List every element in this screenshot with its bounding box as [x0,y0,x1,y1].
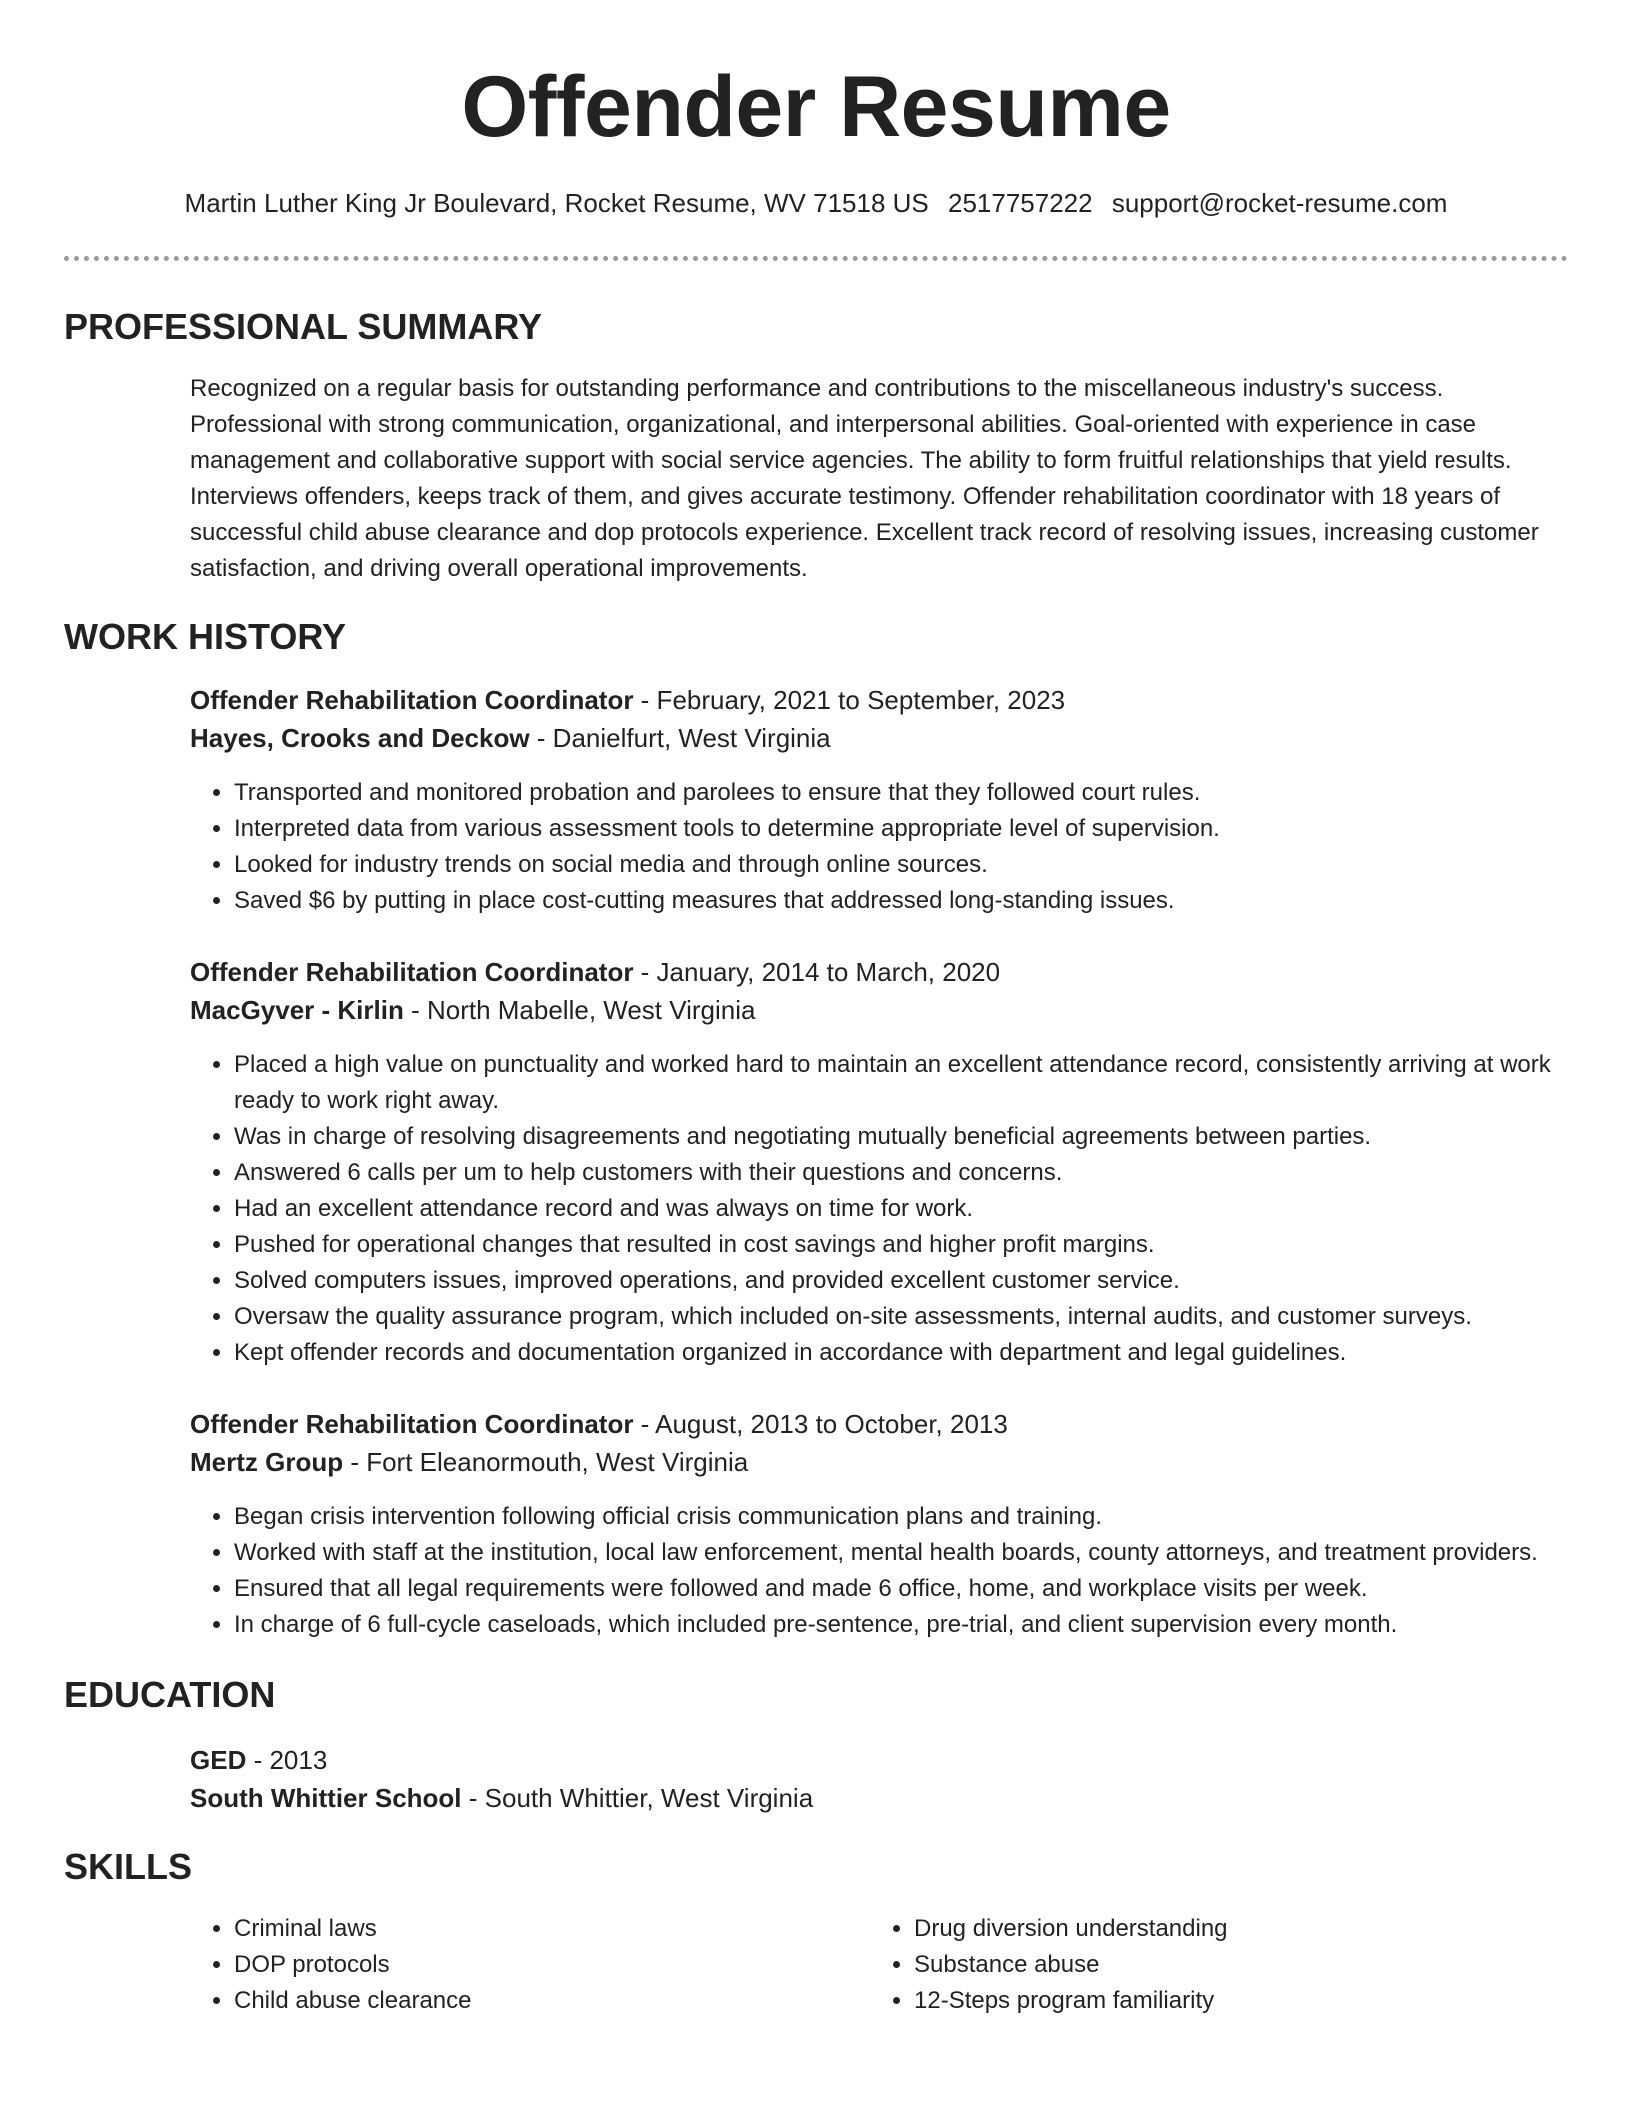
job-company-line [190,719,1568,757]
list-item: • Had an excellent attendance record and was always on time for work. [234,1191,1568,1227]
job-company: Hayes, Crooks and Deckow [190,723,530,753]
job-location: - North Mabelle, West Virginia [403,995,756,1025]
job-role: Offender Rehabilitation Coordinator [190,957,634,987]
job-location: - Fort Eleanormouth, West Virginia [343,1447,749,1477]
list-item: • Kept offender records and documentation organized in accordance with department and legal guidelines. [234,1335,1568,1371]
job-title-line [190,681,1568,719]
list-item: • Looked for industry trends on social media and through online sources. [234,847,1568,883]
skill-item: • DOP protocols [234,1947,870,1983]
job-dates: - August, 2013 to October, 2013 [633,1409,1008,1439]
education-degree-line [190,1741,1568,1779]
education-location: - South Whittier, West Virginia [461,1783,814,1813]
job-location: - Danielfurt, West Virginia [529,723,831,753]
skill-item: • Criminal laws [234,1911,870,1947]
job-entry [190,1405,1568,1643]
job-bullets [190,775,1568,919]
list-item: • In charge of 6 full-cycle caseloads, which included pre-sentence, pre-trial, and client supervision every month. [234,1607,1568,1643]
list-item: • Solved computers issues, improved operations, and provided excellent customer service. [234,1263,1568,1299]
job-entry [190,953,1568,1371]
list-item: • Oversaw the quality assurance program, which included on-site assessments, internal audits, and customer surveys. [234,1299,1568,1335]
education-school-line [190,1779,1568,1817]
job-title-line [190,1405,1568,1443]
list-item: • Interpreted data from various assessment tools to determine appropriate level of supervision. [234,811,1568,847]
job-dates: - February, 2021 to September, 2023 [633,685,1066,715]
summary-text: Recognized on a regular basis for outstanding performance and contributions to the miscellaneous industry's success. Professional with strong communication, organizational, and interpersonal abilities. Goal-oriented with experience in case management and collaborative support with social service agencies. The ability to form fruitful relationships that yield results. Interviews offenders, keeps track of them, and gives accurate testimony. Offender rehabilitation coordinator with 18 years of successful child abuse clearance and dop protocols experience. Excellent track record of resolving issues, increasing customer satisfaction, and driving overall operational improvements. [190,375,1539,582]
list-item: • Placed a high value on punctuality and worked hard to maintain an excellent attendance record, consistently arriving at work ready to work right away. [234,1047,1568,1119]
section-title-education: EDUCATION [64,1674,276,1715]
contact-line [64,186,1568,220]
skill-item: • Child abuse clearance [234,1983,870,2019]
job-bullets [190,1047,1568,1371]
list-item: • Pushed for operational changes that resulted in cost savings and higher profit margins. [234,1227,1568,1263]
contact-phone: 2517757222 [948,188,1093,218]
skill-item: • Substance abuse [914,1947,1550,1983]
job-entry [190,681,1568,919]
education-school: South Whittier School [190,1783,462,1813]
header-divider [64,256,1568,261]
section-title-skills: SKILLS [64,1846,193,1887]
list-item: • Was in charge of resolving disagreements and negotiating mutually beneficial agreements between parties. [234,1119,1568,1155]
job-role: Offender Rehabilitation Coordinator [190,685,634,715]
section-title-summary: PROFESSIONAL SUMMARY [64,306,543,347]
job-company-line [190,991,1568,1029]
section-title-work-history: WORK HISTORY [64,616,347,657]
job-dates: - January, 2014 to March, 2020 [633,957,1001,987]
education-year: - 2013 [246,1745,328,1775]
job-company: Mertz Group [190,1447,344,1477]
skills-column-right [870,1911,1550,2019]
list-item: • Worked with staff at the institution, local law enforcement, mental health boards, county attorneys, and treatment providers. [234,1535,1568,1571]
job-company: MacGyver - Kirlin [190,995,404,1025]
list-item: • Answered 6 calls per um to help customers with their questions and concerns. [234,1155,1568,1191]
education-entry [190,1741,1568,1817]
list-item: • Saved $6 by putting in place cost-cutting measures that addressed long-standing issues. [234,883,1568,919]
job-company-line [190,1443,1568,1481]
skill-item: • 12-Steps program familiarity [914,1983,1550,2019]
list-item: • Transported and monitored probation and parolees to ensure that they followed court rules. [234,775,1568,811]
job-bullets [190,1499,1568,1643]
education-degree: GED [190,1745,247,1775]
skills-column-left [190,1911,870,2019]
resume-title: Offender Resume [461,59,1171,155]
skills-grid [190,1911,1568,2019]
list-item: • Ensured that all legal requirements were followed and made 6 office, home, and workplace visits per week. [234,1571,1568,1607]
contact-address: Martin Luther King Jr Boulevard, Rocket Resume, WV 71518 US [184,188,929,218]
list-item: • Began crisis intervention following official crisis communication plans and training. [234,1499,1568,1535]
skill-item: • Drug diversion understanding [914,1911,1550,1947]
contact-email: support@rocket-resume.com [1111,188,1448,218]
job-title-line [190,953,1568,991]
job-role: Offender Rehabilitation Coordinator [190,1409,634,1439]
resume-page [64,52,1568,2019]
